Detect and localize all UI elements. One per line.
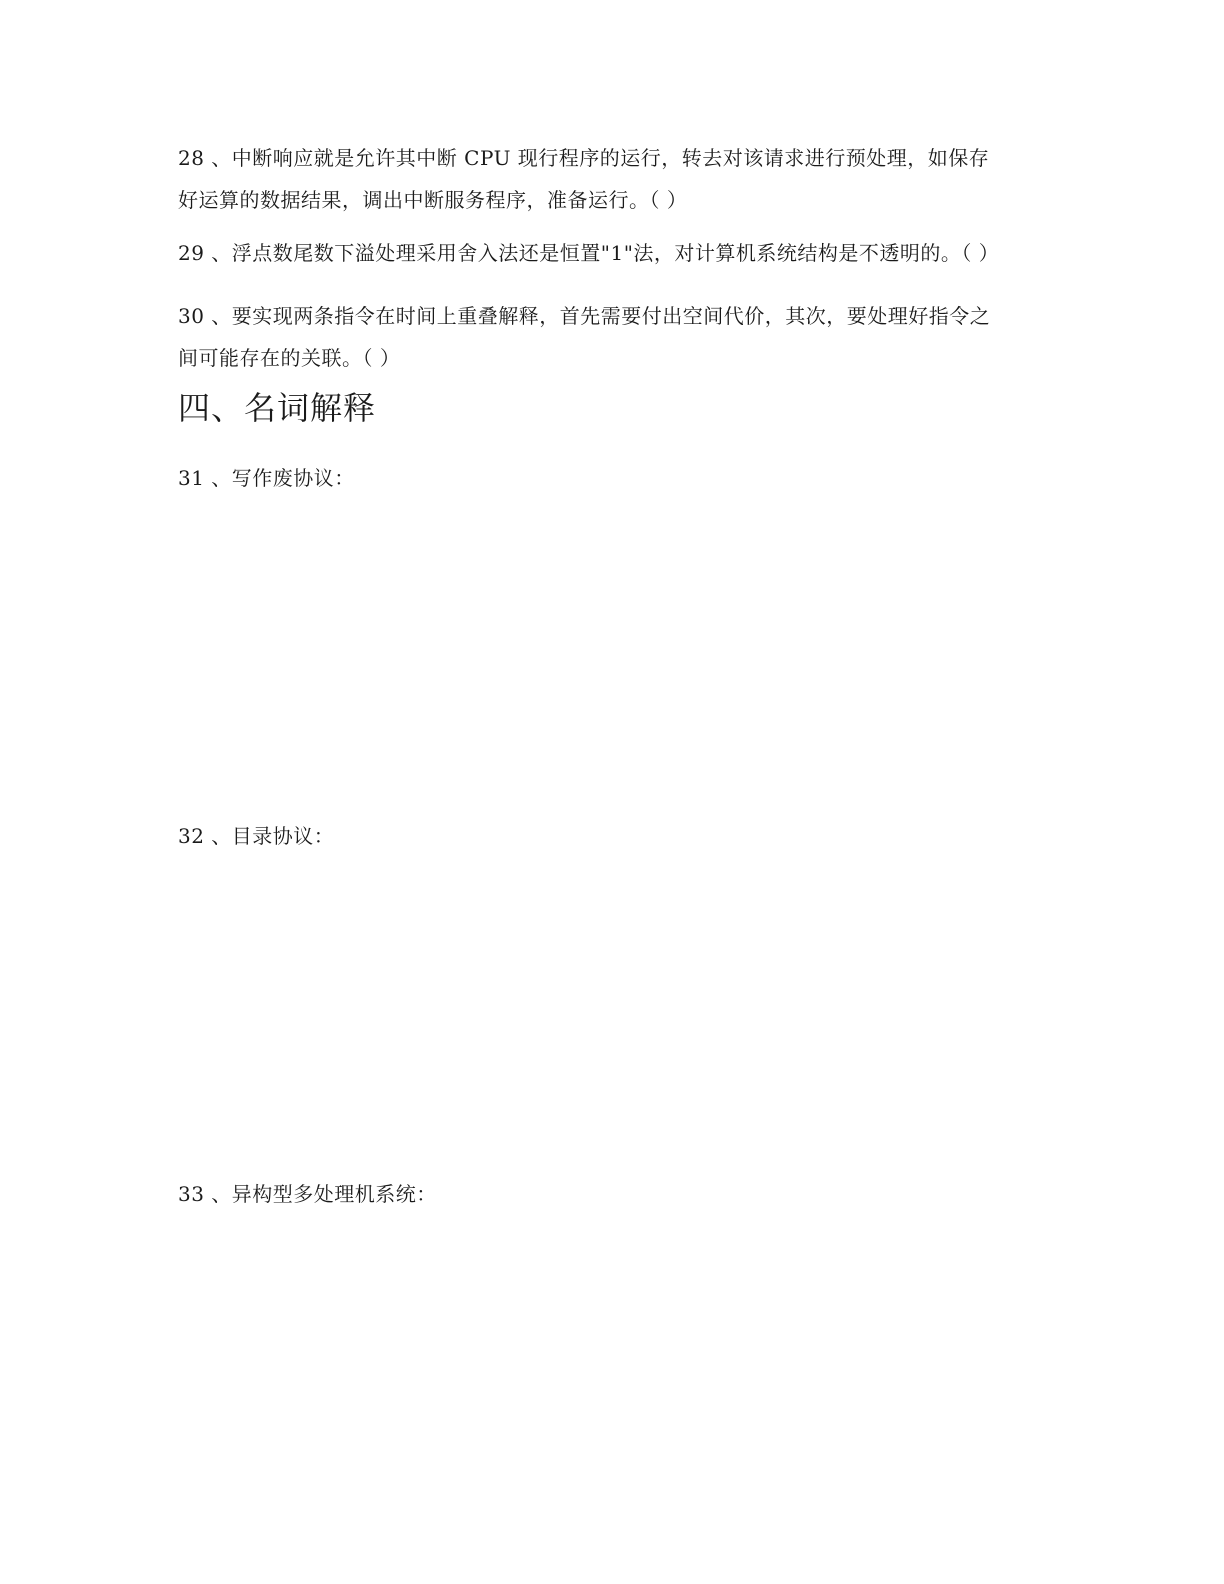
- question-31: 31 、写作废协议：: [178, 466, 355, 490]
- question-28-line-2: 好运算的数据结果，调出中断服务程序，准备运行。（ ）: [178, 188, 688, 212]
- section-heading: 四、名词解释: [178, 389, 377, 427]
- question-33: 33 、异构型多处理机系统：: [178, 1182, 437, 1206]
- question-30-line-1: 30 、要实现两条指令在时间上重叠解释，首先需要付出空间代价，其次，要处理好指令之: [178, 304, 991, 328]
- question-32: 32 、目录协议：: [178, 824, 335, 848]
- question-28-line-1: 28 、中断响应就是允许其中断 CPU 现行程序的运行，转去对该请求进行预处理，如保存: [178, 146, 990, 170]
- question-30-line-2: 间可能存在的关联。（ ）: [178, 346, 401, 370]
- question-29-line-1: 29 、浮点数尾数下溢处理采用舍入法还是恒置"1"法，对计算机系统结构是不透明的。（ ）: [178, 241, 1000, 265]
